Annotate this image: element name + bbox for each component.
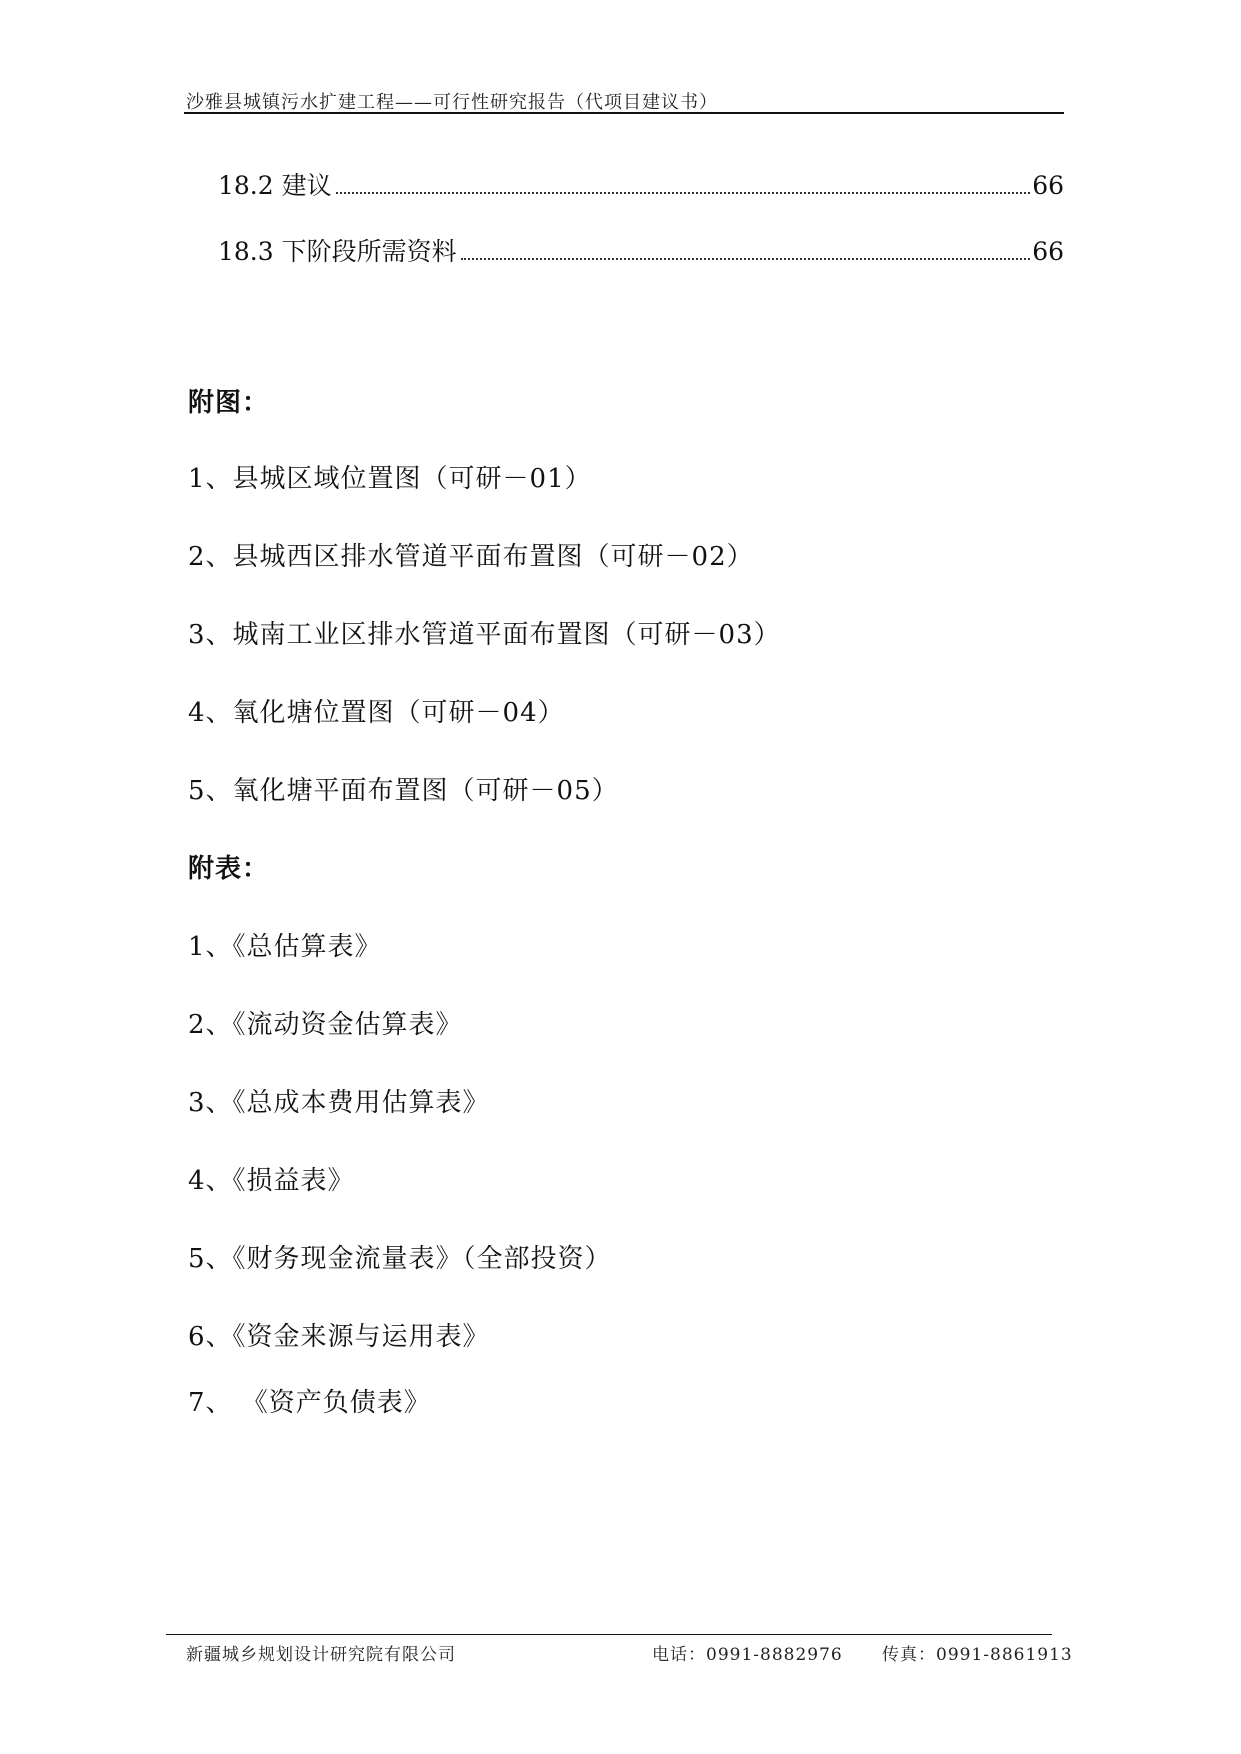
toc-entry-label: 18.2 建议 xyxy=(218,171,332,200)
table-item: 1、《总估算表》 xyxy=(188,932,382,962)
drawings-section-title: 附图： xyxy=(188,388,270,418)
toc-entry-label: 18.3 下阶段所需资料 xyxy=(218,237,457,266)
drawing-item: 3、城南工业区排水管道平面布置图（可研－03） xyxy=(188,620,781,650)
toc-entry-page: 66 xyxy=(1032,171,1064,200)
table-item: 7、 《资产负债表》 xyxy=(188,1388,431,1418)
drawing-item: 2、县城西区排水管道平面布置图（可研－02） xyxy=(188,542,754,572)
toc-entry[interactable] xyxy=(218,166,1064,200)
toc-entry-page: 66 xyxy=(1032,237,1064,266)
toc-leader-dots xyxy=(461,257,1031,260)
drawing-item: 1、县城区域位置图（可研－01） xyxy=(188,464,592,494)
table-item: 6、《资金来源与运用表》 xyxy=(188,1322,490,1352)
footer-phone: 电话：0991-8882976 xyxy=(652,1645,843,1665)
toc-entry[interactable] xyxy=(218,232,1064,266)
page-header: 沙雅县城镇污水扩建工程——可行性研究报告（代项目建议书） xyxy=(186,92,718,113)
footer-rule xyxy=(166,1634,1052,1635)
table-item: 5、《财务现金流量表》（全部投资） xyxy=(188,1244,612,1274)
drawing-item: 4、氧化塘位置图（可研－04） xyxy=(188,698,565,728)
header-rule xyxy=(184,112,1064,114)
table-item: 3、《总成本费用估算表》 xyxy=(188,1088,490,1118)
footer-fax: 传真：0991-8861913 xyxy=(882,1645,1073,1665)
tables-section-title: 附表： xyxy=(188,854,270,884)
drawing-item: 5、氧化塘平面布置图（可研－05） xyxy=(188,776,619,806)
table-item: 4、《损益表》 xyxy=(188,1166,355,1196)
table-item: 2、《流动资金估算表》 xyxy=(188,1010,463,1040)
footer-company: 新疆城乡规划设计研究院有限公司 xyxy=(186,1645,456,1665)
toc-leader-dots xyxy=(336,191,1031,194)
